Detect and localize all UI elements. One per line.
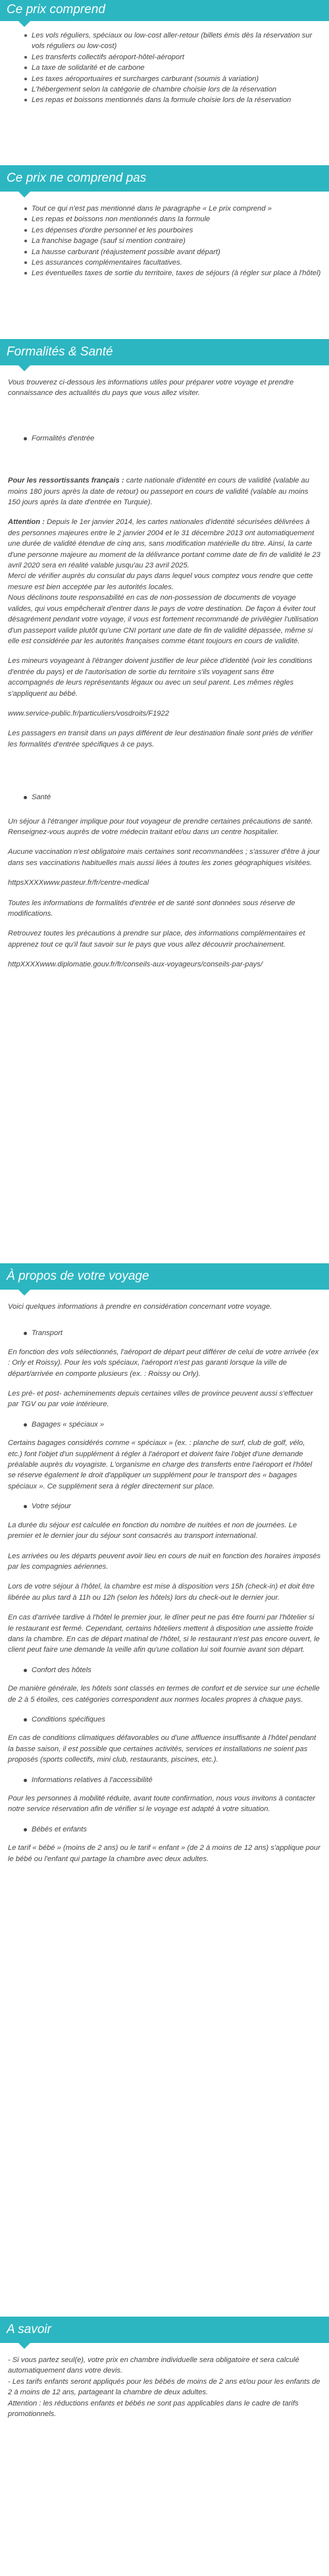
french-text: carte nationale d'identité en cours de validité (valable au moins 180 jours après la date de retour) ou passeport en cours de validité (valable au moins 150 jours après la date d'entrée en Turquie). bbox=[8, 477, 309, 507]
health-paragraph-3: Toutes les informations de formalités d'entrée et de santé sont données sous réserve de modifications. bbox=[8, 899, 295, 918]
list-item: La franchise bagage (sauf si mention contraire) bbox=[32, 236, 321, 246]
pasteur-link[interactable]: httpsXXXXwww.pasteur.fr/fr/centre-medical bbox=[8, 879, 149, 887]
list-item: Les repas et boissons non mentionnés dans la formule bbox=[32, 214, 321, 224]
stay-paragraph-2: Les arrivées ou les départs peuvent avoir lieu en cours de nuit en fonction des horaires imposés par les compagnies aériennes. bbox=[8, 1552, 321, 1571]
list-item: Les repas et boissons mentionnés dans la formule choisie lors de la réservation bbox=[32, 95, 321, 105]
included-list bbox=[8, 30, 321, 106]
accessibility-heading: Informations relatives à l'accessibilité bbox=[8, 1775, 321, 1785]
section-title-about: À propos de votre voyage bbox=[7, 1269, 149, 1283]
section-banner-included bbox=[0, 0, 329, 21]
section-banner-formalities bbox=[0, 339, 329, 365]
list-item: Les assurances complémentaires facultatives. bbox=[32, 257, 321, 268]
formalities-section bbox=[0, 365, 329, 1263]
know-section bbox=[0, 2343, 329, 2419]
attention-label: Attention : bbox=[8, 518, 45, 527]
health-heading: Santé bbox=[8, 792, 321, 802]
list-item: Les vols réguliers, spéciaux ou low-cost aller-retour (billets émis dès la réservation sur vols réguliers ou low-cost) bbox=[32, 30, 321, 52]
list-item: L'hébergement selon la catégorie de chambre choisie lors de la réservation bbox=[32, 84, 321, 95]
entry-heading: Formalités d'entrée bbox=[8, 433, 321, 444]
know-line: - Si vous partez seul(e), votre prix en chambre individuelle sera obligatoire et sera calculé automatiquement dans votre devis. bbox=[8, 2356, 299, 2375]
responsibility-paragraph: Nous déclinons toute responsabilité en cas de non-possession de documents de voyage valides, qui vous empêcherait d'entrer dans le pays de votre destination. De façon à éviter tout désagrément pendant votre voyage, il vous est fortement recommandé de privilégier l'utilisation d'un passeport valide plutôt qu'une CNI portant une date de fin de validité dépassée, même si elle est considérée par les autorités françaises comme étant toujours en cours de validité. bbox=[8, 594, 318, 645]
transit-paragraph: Les passagers en transit dans un pays différent de leur destination finale sont priés de vérifier les formalités d'entrée spécifiques à ce pays. bbox=[8, 729, 313, 749]
list-item: Les taxes aéroportuaires et surcharges carburant (soumis à variation) bbox=[32, 74, 321, 84]
french-paragraph bbox=[8, 475, 321, 508]
list-item: La hausse carburant (réajustement possible avant départ) bbox=[32, 247, 321, 257]
stay-paragraph-3: Lors de votre séjour à l'hôtel, la chambre est mise à disposition vers 15h (check-in) et doit être libérée au plus tard à 11h ou 12h (selon les hôtels) lors du check-out le dernier jour. bbox=[8, 1583, 315, 1602]
section-title-included: Ce prix comprend bbox=[7, 3, 105, 16]
transport-heading: Transport bbox=[8, 1328, 321, 1338]
list-item: Tout ce qui n'est pas mentionné dans le paragraphe « Le prix comprend » bbox=[32, 203, 321, 214]
list-item: Les dépenses d'ordre personnel et les pourboires bbox=[32, 225, 321, 236]
formalities-intro: Vous trouverez ci-dessous les informations utiles pour préparer votre voyage et prendre connaissance des actualités du pays que vous allez visiter. bbox=[8, 379, 294, 398]
comfort-paragraph: De manière générale, les hôtels sont classés en termes de confort et de service sur une échelle de 2 à 5 étoiles, ces catégories correspondent aux normes locales propres à chaque pays. bbox=[8, 1685, 320, 1704]
french-label: Pour les ressortissants français : bbox=[8, 477, 124, 485]
conditions-paragraph: En cas de conditions climatiques défavorables ou d'une affluence insuffisante à l'hôtel pendant la basse saison, il est possible que certaines activités, services et installations ne soient pas proposés (sports collectifs, mini club, restaurants, piscines, etc.). bbox=[8, 1734, 316, 1764]
excluded-list bbox=[8, 203, 321, 279]
stay-heading: Votre séjour bbox=[8, 1501, 321, 1511]
transport-paragraph-2: Les pré- et post- acheminements depuis certaines villes de province peuvent aussi s'effectuer par TGV ou par voie intérieure. bbox=[8, 1390, 313, 1409]
accessibility-paragraph: Pour les personnes à mobilité réduite, avant toute confirmation, nous vous invitons à contacter notre service réservation afin de vérifier si le voyage est adapté à votre situation. bbox=[8, 1795, 316, 1814]
babies-heading: Bébés et enfants bbox=[8, 1824, 321, 1835]
stay-paragraph-4: En cas d'arrivée tardive à l'hôtel le premier jour, le dîner peut ne pas être fourni par l'hôtelier si le restaurant est fermé. Cependant, certains hôteliers mettent à disposition une assiette froide dans la chambre. En cas de départ matinal de l'hôtel, si le restaurant n'est pas encore ouvert, le client peut faire une demande la veille afin qu'une collation lui soit fournie avant son départ. bbox=[8, 1614, 320, 1654]
health-paragraph-2: Aucune vaccination n'est obligatoire mais certaines sont recommandées ; s'assurer d'être à jour dans ses vaccinations habituelles mais aussi liées à toutes les zones géographiques visitées. bbox=[8, 848, 320, 867]
section-title-formalities: Formalités & Santé bbox=[7, 345, 113, 359]
minors-paragraph: Les mineurs voyageant à l'étranger doivent justifier de leur pièce d'identité (voir les conditions d'entrée du pays) et de l'autorisation de sortie du territoire s'ils voyagent sans être accompagnés de leurs représentants légaux ou avec un seul parent. Les mêmes règles s'appliquent au bébé. bbox=[8, 657, 313, 698]
conditions-heading: Conditions spécifiques bbox=[8, 1714, 321, 1725]
included-section bbox=[0, 21, 329, 165]
section-banner-about bbox=[0, 1263, 329, 1290]
know-line: Attention : les réductions enfants et bébés ne sont pas applicables dans le cadre de tarifs promotionnels. bbox=[8, 2399, 299, 2419]
section-banner-excluded bbox=[0, 165, 329, 192]
health-paragraph-4: Retrouvez toutes les précautions à prendre sur place, des informations complémentaires et apprenez tout ce qu'il faut savoir sur le pays que vous allez découvrir prochainement. bbox=[8, 930, 305, 949]
list-item: Les transferts collectifs aéroport-hôtel-aéroport bbox=[32, 52, 321, 63]
list-item: La taxe de solidarité et de carbone bbox=[32, 63, 321, 73]
section-banner-know bbox=[0, 2317, 329, 2343]
baggage-heading: Bagages « spéciaux » bbox=[8, 1419, 321, 1430]
stay-paragraph-1: La durée du séjour est calculée en fonction du nombre de nuitées et non de journées. Le premier et le dernier jour du séjour sont consacrés au transport international. bbox=[8, 1521, 297, 1540]
section-title-excluded: Ce prix ne comprend pas bbox=[7, 171, 147, 185]
attention-paragraph-2: Merci de vérifier auprès du consulat du pays dans lequel vous comptez vous rendre que cette mesure est bien acceptée par les autorités locales. bbox=[8, 572, 313, 591]
transport-paragraph-1: En fonction des vols sélectionnés, l'aéroport de départ peut différer de celui de votre arrivée (ex : Orly et Roissy). Pour les vols spéciaux, l'aéroport n'est pas garanti lorsque la ville de départ/arrivée en comporte plusieurs (ex. : Roissy ou Orly). bbox=[8, 1348, 319, 1378]
excluded-section bbox=[0, 192, 329, 339]
attention-text: Depuis le 1er janvier 2014, les cartes nationales d'identité sécurisées délivrées à des personnes majeures entre le 2 janvier 2004 et le 31 décembre 2013 ont automatiquement une durée de validité étendue de cinq ans, sans modification matérielle du titre. Ainsi, la carte d'une personne majeure au moment de la délivrance portant comme date de fin de validité le 23 avril 2020 sera en réalité valable jusqu'au 23 avril 2025. bbox=[8, 518, 320, 570]
diplomatie-link[interactable]: httpXXXXwww.diplomatie.gouv.fr/fr/conseils-aux-voyageurs/conseils-par-pays/ bbox=[8, 960, 263, 969]
babies-paragraph: Le tarif « bébé » (moins de 2 ans) ou le tarif « enfant » (de 2 à moins de 12 ans) s'applique pour le bébé ou l'enfant qui partage la chambre avec deux adultes. bbox=[8, 1844, 320, 1863]
comfort-heading: Confort des hôtels bbox=[8, 1665, 321, 1675]
attention-paragraph bbox=[8, 517, 321, 571]
about-intro: Voici quelques informations à prendre en considération concernant votre voyage. bbox=[8, 1303, 272, 1311]
section-title-know: A savoir bbox=[7, 2323, 51, 2336]
about-section bbox=[0, 1290, 329, 2317]
know-line: - Les tarifs enfants seront appliqués pour les bébés de moins de 2 ans et/ou pour les enfants de 2 à moins de 12 ans, partageant la chambre de deux adultes. bbox=[8, 2377, 320, 2397]
baggage-paragraph: Certains bagages considérés comme « spéciaux » (ex. : planche de surf, club de golf, vélo, etc.) font l'objet d'un supplément à régler à l'aéroport et doivent faire l'objet d'une demande préalable auprès du voyagiste. L'organisme en charge des transferts entre l'aéroport et l'hôtel se réserve également le droit d'appliquer un supplément pour le transport des « bagages spéciaux ». Ce supplément sera à régler directement sur place. bbox=[8, 1439, 313, 1490]
service-public-link[interactable]: www.service-public.fr/particuliers/vosdroits/F1922 bbox=[8, 709, 169, 718]
list-item: Les éventuelles taxes de sortie du territoire, taxes de séjours (à régler sur place à l'hôtel) bbox=[32, 268, 321, 278]
health-paragraph-1: Un séjour à l'étranger implique pour tout voyageur de prendre certaines précautions de santé. Renseignez-vous auprès de votre médecin traitant et/ou dans un centre hospitalier. bbox=[8, 817, 313, 836]
